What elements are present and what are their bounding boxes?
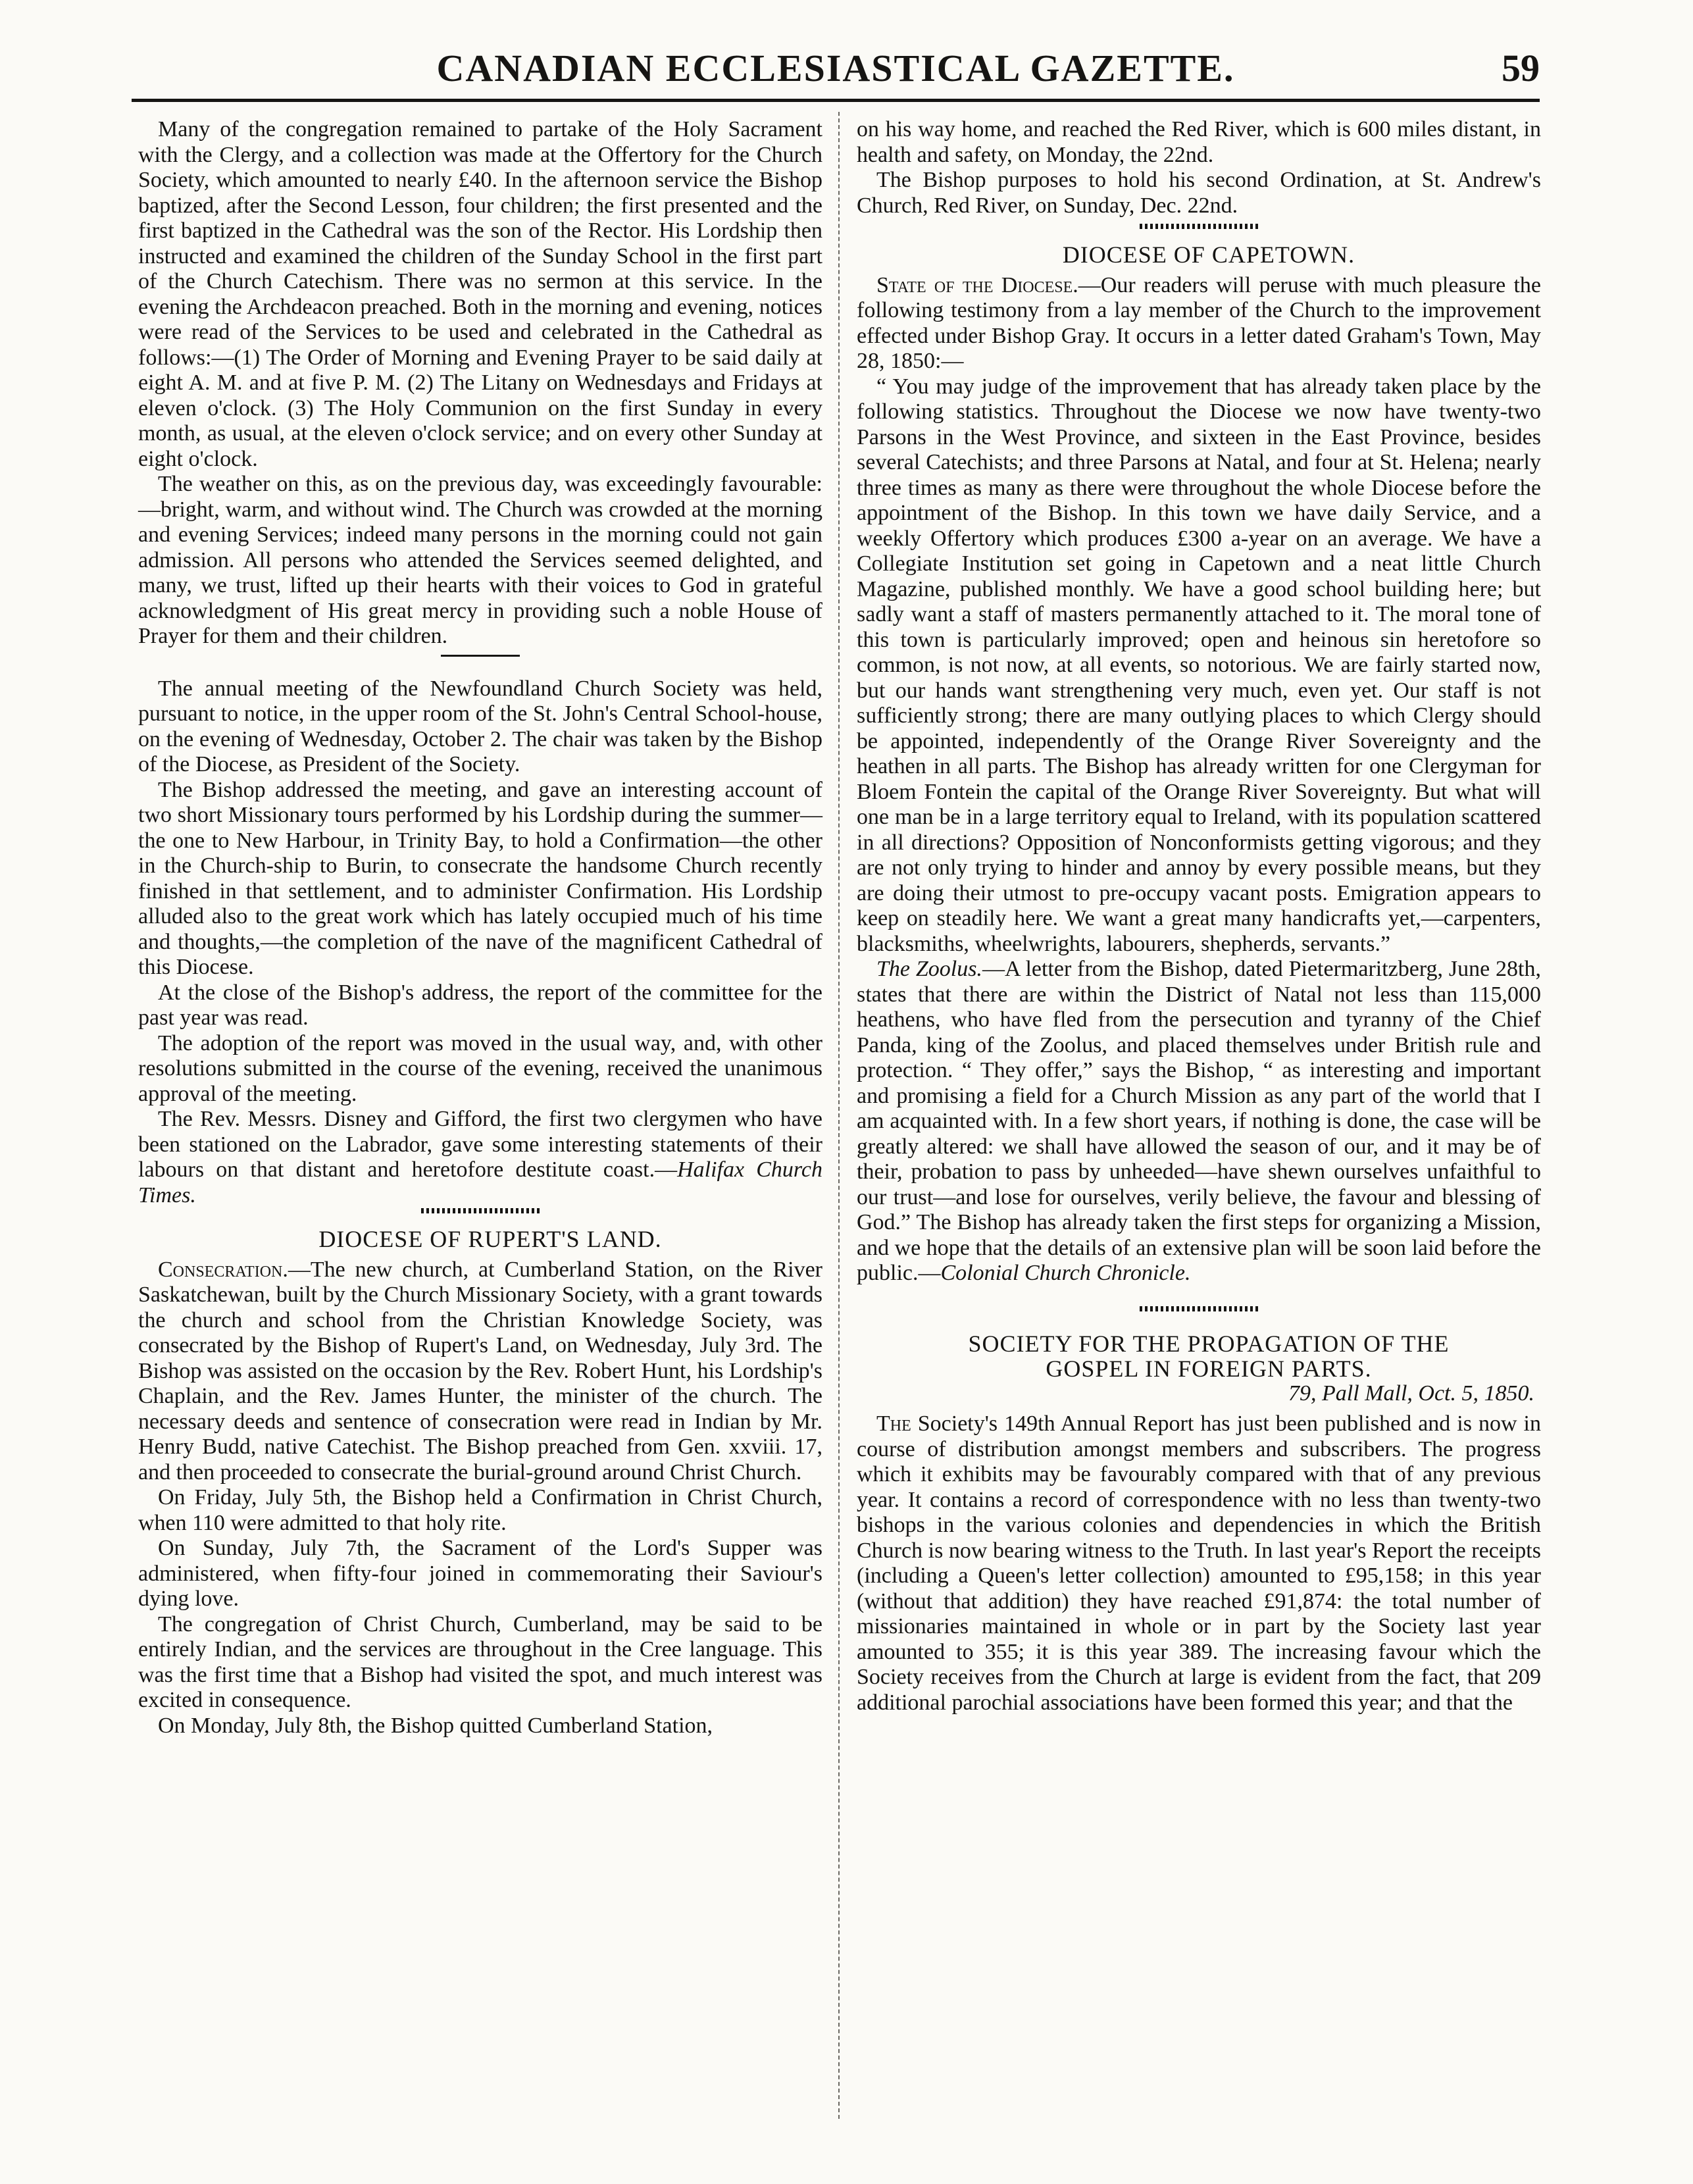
paragraph-text: The Rev. Messrs. Disney and Gifford, the first two clergymen who have been stationed on the Labrador, gave some interesting statements of their labours on that distant and heretofore destitute coast.— <box>138 1107 822 1182</box>
paragraph-text: —A letter from the Bishop, dated Pietermaritzberg, June 28th, states that there are within the District of Natal not less than 115,000 heathens, who have fled from the persecution and tyranny of the Chief Panda, king of the Zoolus, and placed themselves under British rule and protection. “ They offer,” says the Bishop, “ as interesting and important and promising a field for a Church Mission as any part of the world that I am acquainted with. In a few short years, if nothing is done, the case will be greatly altered: we shall have allowed the season of our, and it may be of their, probation to pass by unheeded—have shewn ourselves unfaithful to our trust—and lose for ourselves, verily believe, the favour and blessing of God.” The Bishop has already taken the first steps for organizing a Mission, and we hope that the details of an extensive plan will be soon laid before the public.— <box>857 957 1541 1285</box>
paragraph: On Monday, July 8th, the Bishop quitted Cumberland Station, <box>158 1713 713 1738</box>
lead-in: The Zoolus. <box>876 957 982 981</box>
page-number: 59 <box>1502 47 1540 89</box>
section-heading: SOCIETY FOR THE PROPAGATION OF THE <box>968 1330 1450 1357</box>
section-heading: DIOCESE OF RUPERT'S LAND. <box>318 1226 662 1252</box>
section-rule <box>1140 224 1258 229</box>
paragraph: “ You may judge of the improvement that has already taken place by the following statistics. Throughout the Diocese we now have twenty-two Parsons in the West Province, and sixteen in the East Province, besides several Catechists; and three Parsons at Natal, and four at St. Helena; nearly three times as many as there were throughout the whole Diocese before the appointment of the Bishop. In this town we have daily Service, and a weekly Offertory which produces £300 a-year on an average. We have a Collegiate Institution set going in Capetown and a neat little Church Magazine, published monthly. We have a good school building here; but sadly want a staff of masters permanently attached to it. The moral tone of this town is particularly improved; open and heinous sin heretofore so common, is not now, at all events, so notorious. We are fairly started now, but our hands want strengthening very much, even yet. Our staff is not sufficiently strong; there are many outlying places to which Clergy should be appointed, independently of the Orange River Sovereignty and the heathen in all parts. The Bishop has already written for one Clergyman for Bloem Fontein the capital of the Orange River Sovereignty. But what will one man be in a large territory equal to Ireland, with its population scattered in all directions? Opposition of Nonconformists getting vigorous; and they are not only trying to hinder and annoy by every possible means, but they are doing their utmost to pre-occupy vacant posts. Emigration appears to keep on steadily here. We want a great many handicrafts yet,—carpenters, blacksmiths, wheelwrights, labourers, shepherds, servants.” <box>857 374 1541 956</box>
dateline: 79, Pall Mall, Oct. 5, 1850. <box>1288 1381 1534 1406</box>
paragraph <box>138 1257 822 1486</box>
lead-in: State of the Diocese. <box>876 272 1078 297</box>
paragraph: The weather on this, as on the previous day, was exceedingly favourable:—bright, warm, and without wind. The Church was crowded at the morning and evening Services; indeed many persons in the morning could not gain admission. All persons who attended the Services seemed delighted, and many, we trust, lifted up their hearts with their voices to God in grateful acknowledgment of His great mercy in providing such a noble House of Prayer for them and their children. <box>138 472 822 648</box>
paragraph <box>857 957 1541 1286</box>
section-rule <box>421 1208 540 1213</box>
section-heading-line-2: GOSPEL IN FOREIGN PARTS. <box>1046 1355 1372 1382</box>
paragraph <box>857 273 1541 374</box>
column-divider <box>838 112 840 2119</box>
section-rule <box>1140 1306 1258 1311</box>
header-rule <box>132 99 1540 102</box>
source-credit: Colonial Church Chronicle. <box>940 1261 1191 1285</box>
paragraph: Many of the congregation remained to partake of the Holy Sacrament with the Clergy, and a collection was made at the Offertory for the Church Society, which amounted to nearly £40. In the afternoon service the Bishop baptized, after the Second Lesson, four children; the first presented and the first baptized in the Cathedral was the son of the Rector. His Lordship then instructed and examined the children of the Sunday School in the first part of the Church Catechism. There was no sermon at this service. In the evening the Archdeacon preached. Both in the morning and evening, notices were read of the Services to be used and celebrated in the Cathedral as follows:—(1) The Order of Morning and Evening Prayer to be said daily at eight A. M. and at five P. M. (2) The Litany on Wednesdays and Fridays at eleven o'clock. (3) The Holy Communion on the first Sunday in every month, as usual, at the eleven o'clock service; and on every other Sunday at eight o'clock. <box>138 117 822 471</box>
section-heading: DIOCESE OF CAPETOWN. <box>1062 241 1355 268</box>
right-column <box>857 117 1541 1715</box>
lead-in: The <box>876 1411 911 1436</box>
paragraph: On Sunday, July 7th, the Sacrament of the Lord's Supper was administered, when fifty-four joined in commemorating their Saviour's dying love. <box>138 1536 822 1611</box>
paragraph: The Bishop addressed the meeting, and gave an interesting account of two short Missionary tours performed by his Lordship during the summer—the one to New Harbour, in Trinity Bay, to hold a Confirmation—the other in the Church-ship to Burin, to consecrate the handsome Church recently finished in that settlement, and to administer Confirmation. His Lordship alluded also to the great work which has lately occupied much of his time and thoughts,—the completion of the nave of the magnificent Cathedral of this Diocese. <box>138 777 822 979</box>
paragraph-text: —The new church, at Cumberland Station, on the River Saskatchewan, built by the Church Missionary Society, with a grant towards the church and school from the Christian Knowledge Society, was consecrated by the Bishop of Rupert's Land, on Wednesday, July 3rd. The Bishop was assisted on the occasion by the Rev. Robert Hunt, his Lordship's Chaplain, and the Rev. James Hunter, the minister of the church. The necessary deeds and sentence of consecration were read in Indian by Mr. Henry Budd, native Catechist. The Bishop preached from Gen. xxviii. 17, and then proceeded to consecrate the burial-ground around Christ Church. <box>138 1257 822 1485</box>
paragraph: on his way home, and reached the Red River, which is 600 miles distant, in health and safety, on Monday, the 22nd. <box>857 117 1541 167</box>
running-title: CANADIAN ECCLESIASTICAL GAZETTE. <box>436 47 1235 89</box>
paragraph: The Bishop purposes to hold his second Ordination, at St. Andrew's Church, Red River, on Sunday, Dec. 22nd. <box>857 168 1541 218</box>
paragraph: The congregation of Christ Church, Cumberland, may be said to be entirely Indian, and the services are throughout in the Cree language. This was the first time that a Bishop had visited the spot, and much interest was excited in consequence. <box>138 1612 822 1712</box>
paragraph: At the close of the Bishop's address, the report of the committee for the past year was read. <box>138 980 822 1030</box>
paragraph <box>138 1107 822 1208</box>
source-credit: Halifax Church Times. <box>138 1157 822 1207</box>
paragraph-text: —Our readers will peruse with much pleasure the following testimony from a lay member of the Church to the improvement effected under Bishop Gray. It occurs in a letter dated Graham's Town, May 28, 1850:— <box>857 272 1541 373</box>
paragraph: The adoption of the report was moved in the usual way, and, with other resolutions submitted in the course of the evening, received the unanimous approval of the meeting. <box>138 1030 822 1106</box>
paragraph: On Friday, July 5th, the Bishop held a Confirmation in Christ Church, when 110 were admitted to that holy rite. <box>138 1485 822 1535</box>
page-header <box>132 46 1540 99</box>
left-column <box>138 117 822 1739</box>
lead-in: Consecration. <box>158 1257 288 1282</box>
paragraph-text: Society's 149th Annual Report has just been published and is now in course of distribution amongst members and subscribers. The progress which it exhibits may be favourably compared with that of any previous year. It contains a record of correspondence with no less than twenty-two bishops in the various colonies and dependencies in which the British Church is now bearing witness to the Truth. In last year's Report the receipts (including a Queen's letter collection) amounted to £95,158; in this year (without that addition) they have reached £91,874: the total number of missionaries maintained in whole or in part by the Society last year amounted to 355; it is this year 389. The increasing favour which the Society receives from the Church at large is evident from the fact, that 209 additional parochial associations have been formed this year; and that the <box>857 1411 1541 1715</box>
paragraph: The annual meeting of the Newfoundland Church Society was held, pursuant to notice, in the upper room of the St. John's Central School-house, on the evening of Wednesday, October 2. The chair was taken by the Bishop of the Diocese, as President of the Society. <box>138 676 822 776</box>
paragraph <box>857 1411 1541 1715</box>
